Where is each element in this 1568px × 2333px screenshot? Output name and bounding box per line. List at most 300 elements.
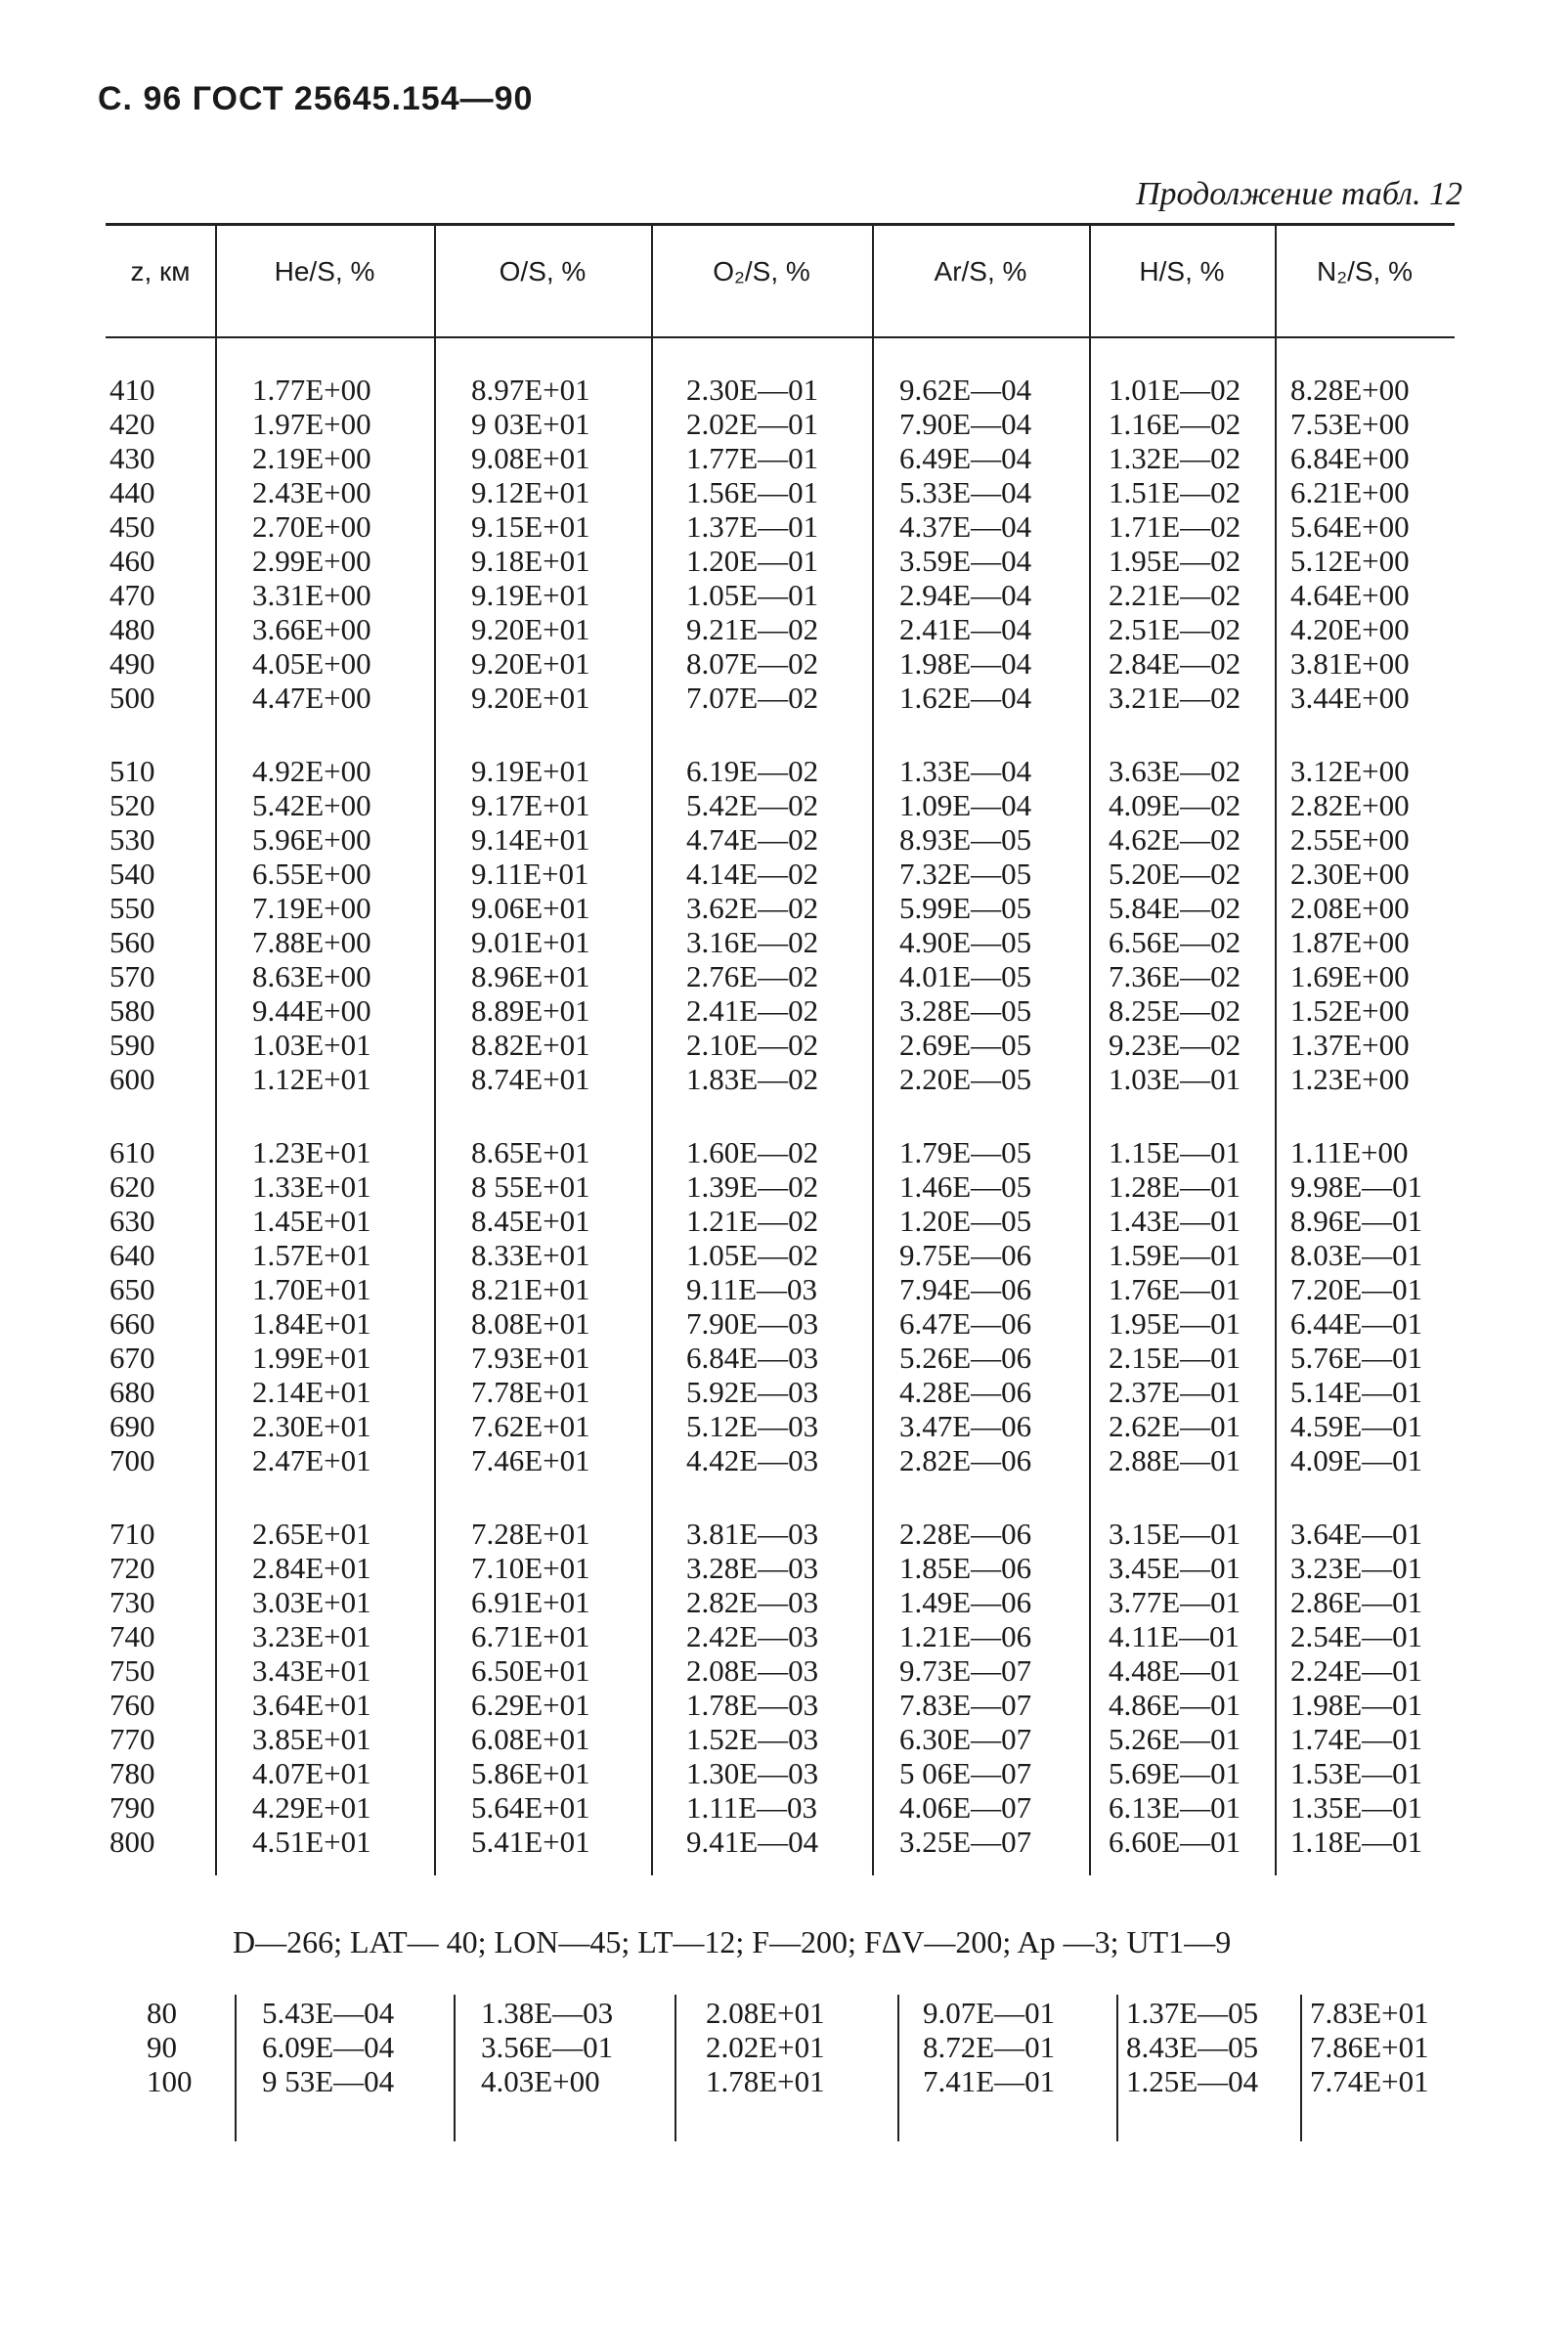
table-cell: 1.05E—01 bbox=[686, 578, 819, 612]
table-cell: 1.23E+01 bbox=[252, 1135, 371, 1169]
table-cell: 8.72E—01 bbox=[923, 2030, 1056, 2064]
table-continuation-label: Продолжение табл. 12 bbox=[1135, 176, 1462, 212]
table-cell: 4.01E—05 bbox=[899, 959, 1032, 993]
table-row bbox=[0, 960, 1568, 993]
table-cell: 6.44E—01 bbox=[1290, 1306, 1423, 1341]
table-cell: 8.96E+01 bbox=[471, 959, 590, 993]
table-cell: 8.89E+01 bbox=[471, 993, 590, 1028]
table-cell: 610 bbox=[109, 1135, 155, 1169]
table-cell: 8.74E+01 bbox=[471, 1062, 590, 1096]
table-row bbox=[0, 1342, 1568, 1375]
table-cell: 620 bbox=[109, 1169, 155, 1204]
table-cell: 1.59E—01 bbox=[1109, 1238, 1241, 1272]
table-cell: 2.08E+01 bbox=[706, 1996, 825, 2030]
table-cell: 3.44E+00 bbox=[1290, 681, 1410, 715]
table-cell: 6.71E+01 bbox=[471, 1619, 590, 1653]
table-cell: 8.82E+01 bbox=[471, 1028, 590, 1062]
table-cell: 1.74E—01 bbox=[1290, 1722, 1423, 1756]
table-cell: 650 bbox=[109, 1272, 155, 1306]
table-cell: 660 bbox=[109, 1306, 155, 1341]
table-cell: 1.98E—01 bbox=[1290, 1688, 1423, 1722]
table-cell: 2.88E—01 bbox=[1109, 1443, 1241, 1477]
table-cell: 1.99E+01 bbox=[252, 1341, 371, 1375]
table-row bbox=[0, 1410, 1568, 1443]
table-cell: 3.25E—07 bbox=[899, 1825, 1032, 1859]
table-row bbox=[0, 994, 1568, 1028]
table-cell: 1.28E—01 bbox=[1109, 1169, 1241, 1204]
table-cell: 1.23E+00 bbox=[1290, 1062, 1410, 1096]
table-cell: 2.84E—02 bbox=[1109, 646, 1241, 681]
table-cell: 3.77E—01 bbox=[1109, 1585, 1241, 1619]
table-cell: 4.09E—02 bbox=[1109, 788, 1241, 822]
table-row bbox=[0, 510, 1568, 544]
table-cell: 8.28E+00 bbox=[1290, 373, 1410, 407]
table-cell: 7.19E+00 bbox=[252, 891, 371, 925]
table-cell: 3.43E+01 bbox=[252, 1653, 371, 1688]
table-cell: 2.82E+00 bbox=[1290, 788, 1410, 822]
table-cell: 5.84E—02 bbox=[1109, 891, 1241, 925]
table-cell: 9.14E+01 bbox=[471, 822, 590, 857]
table-cell: 2.54E—01 bbox=[1290, 1619, 1423, 1653]
table-cell: 9.08E+01 bbox=[471, 441, 590, 475]
table-cell: 630 bbox=[109, 1204, 155, 1238]
column-header-o2: O₂/S, % bbox=[713, 256, 810, 286]
table-cell: 1.30E—03 bbox=[686, 1756, 819, 1790]
table-cell: 9.07E—01 bbox=[923, 1996, 1056, 2030]
table-cell: 8.65E+01 bbox=[471, 1135, 590, 1169]
table-cell: 4.90E—05 bbox=[899, 925, 1032, 959]
table-cell: 1.83E—02 bbox=[686, 1062, 819, 1096]
table-cell: 1.53E—01 bbox=[1290, 1756, 1423, 1790]
table-cell: 1.52E+00 bbox=[1290, 993, 1410, 1028]
table-row bbox=[0, 1518, 1568, 1551]
table-row bbox=[0, 408, 1568, 441]
table-cell: 3.28E—05 bbox=[899, 993, 1032, 1028]
table-cell: 8.07E—02 bbox=[686, 646, 819, 681]
table-cell: 690 bbox=[109, 1409, 155, 1443]
table-cell: 2.94E—04 bbox=[899, 578, 1032, 612]
table-row bbox=[0, 442, 1568, 475]
table-cell: 5.20E—02 bbox=[1109, 857, 1241, 891]
table-cell: 3.64E+01 bbox=[252, 1688, 371, 1722]
table-cell: 1.05E—02 bbox=[686, 1238, 819, 1272]
table-cell: 800 bbox=[109, 1825, 155, 1859]
table-cell: 4.51E+01 bbox=[252, 1825, 371, 1859]
table-cell: 2.82E—03 bbox=[686, 1585, 819, 1619]
table-cell: 3.23E+01 bbox=[252, 1619, 371, 1653]
table-cell: 590 bbox=[109, 1028, 155, 1062]
table-cell: 410 bbox=[109, 373, 155, 407]
table-cell: 480 bbox=[109, 612, 155, 646]
table-cell: 4.74E—02 bbox=[686, 822, 819, 857]
table-cell: 2.20E—05 bbox=[899, 1062, 1032, 1096]
table-cell: 9.41E—04 bbox=[686, 1825, 819, 1859]
table-cell: 1.77E+00 bbox=[252, 373, 371, 407]
table-cell: 5.12E+00 bbox=[1290, 544, 1410, 578]
table-row bbox=[0, 1826, 1568, 1859]
table-cell: 5.86E+01 bbox=[471, 1756, 590, 1790]
table-cell: 9.23E—02 bbox=[1109, 1028, 1241, 1062]
table-cell: 1.16E—02 bbox=[1109, 407, 1241, 441]
table-cell: 7.94E—06 bbox=[899, 1272, 1032, 1306]
table-cell: 8.43E—05 bbox=[1126, 2030, 1259, 2064]
table-cell: 450 bbox=[109, 509, 155, 544]
table-cell: 1.95E—01 bbox=[1109, 1306, 1241, 1341]
table-cell: 6.49E—04 bbox=[899, 441, 1032, 475]
conditions-line: D—266; LAT— 40; LON—45; LT—12; F—200; FΔV—200; Ap —3; UT1—9 bbox=[233, 1924, 1232, 1959]
table-cell: 6.13E—01 bbox=[1109, 1790, 1241, 1825]
table-cell: 1.33E—04 bbox=[899, 754, 1032, 788]
table-cell: 6.84E—03 bbox=[686, 1341, 819, 1375]
table-cell: 1.09E—04 bbox=[899, 788, 1032, 822]
table-cell: 9.12E+01 bbox=[471, 475, 590, 509]
table-cell: 2.41E—02 bbox=[686, 993, 819, 1028]
table-cell: 2.21E—02 bbox=[1109, 578, 1241, 612]
table-cell: 1.51E—02 bbox=[1109, 475, 1241, 509]
table-cell: 1.77E—01 bbox=[686, 441, 819, 475]
table-cell: 6.30E—07 bbox=[899, 1722, 1032, 1756]
table-cell: 4.59E—01 bbox=[1290, 1409, 1423, 1443]
table-cell: 9.11E+01 bbox=[471, 857, 589, 891]
table-cell: 9.20E+01 bbox=[471, 681, 590, 715]
table-row bbox=[0, 1307, 1568, 1341]
table-cell: 5.42E—02 bbox=[686, 788, 819, 822]
table-cell: 6.50E+01 bbox=[471, 1653, 590, 1688]
table-cell: 5.64E+00 bbox=[1290, 509, 1410, 544]
table-cell: 420 bbox=[109, 407, 155, 441]
table-cell: 3.56E—01 bbox=[481, 2030, 614, 2064]
table-cell: 4.14E—02 bbox=[686, 857, 819, 891]
table-cell: 3.59E—04 bbox=[899, 544, 1032, 578]
table-cell: 1.18E—01 bbox=[1290, 1825, 1423, 1859]
table-cell: 7.10E+01 bbox=[471, 1551, 590, 1585]
table-cell: 3.03E+01 bbox=[252, 1585, 371, 1619]
table-row bbox=[0, 1723, 1568, 1756]
table-row bbox=[0, 579, 1568, 612]
table-cell: 2.28E—06 bbox=[899, 1517, 1032, 1551]
table-cell: 2.76E—02 bbox=[686, 959, 819, 993]
table-cell: 4.11E—01 bbox=[1109, 1619, 1241, 1653]
table-cell: 6.21E+00 bbox=[1290, 475, 1410, 509]
table-row bbox=[0, 1063, 1568, 1096]
table-cell: 7.28E+01 bbox=[471, 1517, 590, 1551]
table-cell: 5.92E—03 bbox=[686, 1375, 819, 1409]
table-row bbox=[0, 1239, 1568, 1272]
table-row bbox=[0, 1170, 1568, 1204]
table-cell: 1.78E—03 bbox=[686, 1688, 819, 1722]
table-cell: 1.01E—02 bbox=[1109, 373, 1241, 407]
table-cell: 1.25E—04 bbox=[1126, 2064, 1259, 2098]
table-row bbox=[0, 1620, 1568, 1653]
table-cell: 3.15E—01 bbox=[1109, 1517, 1241, 1551]
table-cell: 1.39E—02 bbox=[686, 1169, 819, 1204]
table-row bbox=[0, 374, 1568, 407]
table-row bbox=[0, 647, 1568, 681]
table-row bbox=[0, 1997, 1568, 2030]
table-cell: 9.01E+01 bbox=[471, 925, 590, 959]
table-cell: 2.69E—05 bbox=[899, 1028, 1032, 1062]
table-cell: 3.16E—02 bbox=[686, 925, 819, 959]
table-row bbox=[0, 1136, 1568, 1169]
table-cell: 6.56E—02 bbox=[1109, 925, 1241, 959]
table-cell: 6.19E—02 bbox=[686, 754, 819, 788]
table-cell: 9.20E+01 bbox=[471, 612, 590, 646]
column-header-z: z, км bbox=[130, 256, 191, 286]
table-cell: 600 bbox=[109, 1062, 155, 1096]
table-cell: 9.73E—07 bbox=[899, 1653, 1032, 1688]
table-cell: 2.10E—02 bbox=[686, 1028, 819, 1062]
table-cell: 640 bbox=[109, 1238, 155, 1272]
table-cell: 1.95E—02 bbox=[1109, 544, 1241, 578]
table-row bbox=[0, 1376, 1568, 1409]
table-cell: 7.46E+01 bbox=[471, 1443, 590, 1477]
table-cell: 3.85E+01 bbox=[252, 1722, 371, 1756]
table-cell: 8.33E+01 bbox=[471, 1238, 590, 1272]
table-row bbox=[0, 1205, 1568, 1238]
table-cell: 2.30E+01 bbox=[252, 1409, 371, 1443]
column-header-he: He/S, % bbox=[274, 256, 375, 286]
table-cell: 440 bbox=[109, 475, 155, 509]
table-cell: 90 bbox=[147, 2030, 177, 2064]
table-row bbox=[0, 545, 1568, 578]
table-cell: 9.20E+01 bbox=[471, 646, 590, 681]
table-cell: 2.42E—03 bbox=[686, 1619, 819, 1653]
table-cell: 4.07E+01 bbox=[252, 1756, 371, 1790]
table-cell: 2.02E—01 bbox=[686, 407, 819, 441]
table-cell: 1.84E+01 bbox=[252, 1306, 371, 1341]
table-row bbox=[0, 1757, 1568, 1790]
table-cell: 9 03E+01 bbox=[471, 407, 590, 441]
column-header-ar: Ar/S, % bbox=[934, 256, 1027, 286]
table-cell: 2.02E+01 bbox=[706, 2030, 825, 2064]
table-row bbox=[0, 1791, 1568, 1825]
table-cell: 3.63E—02 bbox=[1109, 754, 1241, 788]
table-cell: 5.76E—01 bbox=[1290, 1341, 1423, 1375]
table-cell: 1.78E+01 bbox=[706, 2064, 825, 2098]
table-cell: 770 bbox=[109, 1722, 155, 1756]
table-cell: 4.37E—04 bbox=[899, 509, 1032, 544]
table-row bbox=[0, 1654, 1568, 1688]
table-cell: 1.35E—01 bbox=[1290, 1790, 1423, 1825]
table-cell: 3.23E—01 bbox=[1290, 1551, 1423, 1585]
table-cell: 7.07E—02 bbox=[686, 681, 819, 715]
table-cell: 8.08E+01 bbox=[471, 1306, 590, 1341]
table-cell: 2.41E—04 bbox=[899, 612, 1032, 646]
table-cell: 2.37E—01 bbox=[1109, 1375, 1241, 1409]
table-row bbox=[0, 789, 1568, 822]
table-cell: 1.37E—05 bbox=[1126, 1996, 1259, 2030]
table-cell: 5.26E—01 bbox=[1109, 1722, 1241, 1756]
table-cell: 1.38E—03 bbox=[481, 1996, 614, 2030]
table-row bbox=[0, 2065, 1568, 2098]
table-cell: 5.26E—06 bbox=[899, 1341, 1032, 1375]
table-cell: 2.24E—01 bbox=[1290, 1653, 1423, 1688]
table-cell: 9.17E+01 bbox=[471, 788, 590, 822]
table-cell: 490 bbox=[109, 646, 155, 681]
table-cell: 2.43E+00 bbox=[252, 475, 371, 509]
table-cell: 750 bbox=[109, 1653, 155, 1688]
table-cell: 700 bbox=[109, 1443, 155, 1477]
table-cell: 8.45E+01 bbox=[471, 1204, 590, 1238]
table-cell: 1.45E+01 bbox=[252, 1204, 371, 1238]
table-cell: 9.06E+01 bbox=[471, 891, 590, 925]
table-cell: 7.83E+01 bbox=[1310, 1996, 1429, 2030]
table-cell: 5 06E—07 bbox=[899, 1756, 1032, 1790]
table-cell: 9.98E—01 bbox=[1290, 1169, 1423, 1204]
table-cell: 9.62E—04 bbox=[899, 373, 1032, 407]
table-cell: 4.42E—03 bbox=[686, 1443, 819, 1477]
table-row bbox=[0, 476, 1568, 509]
table-cell: 3.21E—02 bbox=[1109, 681, 1241, 715]
table-cell: 470 bbox=[109, 578, 155, 612]
table-cell: 3.28E—03 bbox=[686, 1551, 819, 1585]
table-cell: 4.05E+00 bbox=[252, 646, 371, 681]
table-cell: 1.43E—01 bbox=[1109, 1204, 1241, 1238]
table-cell: 710 bbox=[109, 1517, 155, 1551]
table-cell: 6.84E+00 bbox=[1290, 441, 1410, 475]
table-cell: 1.76E—01 bbox=[1109, 1272, 1241, 1306]
table-cell: 1.32E—02 bbox=[1109, 441, 1241, 475]
table-cell: 6.60E—01 bbox=[1109, 1825, 1241, 1859]
table-cell: 1.03E+01 bbox=[252, 1028, 371, 1062]
table-cell: 510 bbox=[109, 754, 155, 788]
table-cell: 2.30E—01 bbox=[686, 373, 819, 407]
table-cell: 5.96E+00 bbox=[252, 822, 371, 857]
table-cell: 5.69E—01 bbox=[1109, 1756, 1241, 1790]
table-cell: 9.18E+01 bbox=[471, 544, 590, 578]
table-cell: 1.20E—05 bbox=[899, 1204, 1032, 1238]
table-cell: 3.62E—02 bbox=[686, 891, 819, 925]
table-cell: 760 bbox=[109, 1688, 155, 1722]
table-row bbox=[0, 2031, 1568, 2064]
table-cell: 4.92E+00 bbox=[252, 754, 371, 788]
table-cell: 5.43E—04 bbox=[262, 1996, 395, 2030]
table-cell: 5.12E—03 bbox=[686, 1409, 819, 1443]
table-cell: 1.21E—06 bbox=[899, 1619, 1032, 1653]
table-cell: 1.98E—04 bbox=[899, 646, 1032, 681]
table-cell: 7.90E—03 bbox=[686, 1306, 819, 1341]
table-cell: 8.93E—05 bbox=[899, 822, 1032, 857]
table-cell: 4.06E—07 bbox=[899, 1790, 1032, 1825]
table-cell: 5.14E—01 bbox=[1290, 1375, 1423, 1409]
table-row bbox=[0, 823, 1568, 857]
table-cell: 5.42E+00 bbox=[252, 788, 371, 822]
table-cell: 7.41E—01 bbox=[923, 2064, 1056, 2098]
table-cell: 1.11E—03 bbox=[686, 1790, 818, 1825]
table-cell: 1.62E—04 bbox=[899, 681, 1032, 715]
table-cell: 3.81E+00 bbox=[1290, 646, 1410, 681]
table-cell: 9.19E+01 bbox=[471, 754, 590, 788]
table-cell: 8.03E—01 bbox=[1290, 1238, 1423, 1272]
page-header: С. 96 ГОСТ 25645.154—90 bbox=[98, 80, 534, 117]
table-cell: 8.97E+01 bbox=[471, 373, 590, 407]
table-cell: 1.37E—01 bbox=[686, 509, 819, 544]
table-cell: 4.64E+00 bbox=[1290, 578, 1410, 612]
table-row bbox=[0, 858, 1568, 891]
table-cell: 720 bbox=[109, 1551, 155, 1585]
table-cell: 1.69E+00 bbox=[1290, 959, 1410, 993]
table-cell: 8 55E+01 bbox=[471, 1169, 590, 1204]
table-row bbox=[0, 613, 1568, 646]
table-cell: 1.46E—05 bbox=[899, 1169, 1032, 1204]
table-cell: 6.29E+01 bbox=[471, 1688, 590, 1722]
table-cell: 780 bbox=[109, 1756, 155, 1790]
table-cell: 1.15E—01 bbox=[1109, 1135, 1241, 1169]
table-cell: 4.28E—06 bbox=[899, 1375, 1032, 1409]
table-cell: 4.47E+00 bbox=[252, 681, 371, 715]
column-header-n2: N₂/S, % bbox=[1317, 256, 1413, 286]
table-cell: 3.47E—06 bbox=[899, 1409, 1032, 1443]
table-cell: 3.64E—01 bbox=[1290, 1517, 1423, 1551]
table-row bbox=[0, 682, 1568, 715]
table-cell: 7.83E—07 bbox=[899, 1688, 1032, 1722]
table-cell: 1.20E—01 bbox=[686, 544, 819, 578]
column-header-o: O/S, % bbox=[499, 256, 587, 286]
table-cell: 1.87E+00 bbox=[1290, 925, 1410, 959]
table-row bbox=[0, 1586, 1568, 1619]
table-cell: 6.47E—06 bbox=[899, 1306, 1032, 1341]
table-cell: 1.57E+01 bbox=[252, 1238, 371, 1272]
table-cell: 100 bbox=[147, 2064, 193, 2098]
table-cell: 2.19E+00 bbox=[252, 441, 371, 475]
table-cell: 7.62E+01 bbox=[471, 1409, 590, 1443]
table-cell: 790 bbox=[109, 1790, 155, 1825]
table-cell: 6.09E—04 bbox=[262, 2030, 395, 2064]
table-cell: 540 bbox=[109, 857, 155, 891]
table-cell: 2.51E—02 bbox=[1109, 612, 1241, 646]
table-cell: 8.63E+00 bbox=[252, 959, 371, 993]
table-cell: 730 bbox=[109, 1585, 155, 1619]
table-cell: 3.66E+00 bbox=[252, 612, 371, 646]
table-cell: 1.12E+01 bbox=[252, 1062, 371, 1096]
table-cell: 550 bbox=[109, 891, 155, 925]
table-row bbox=[0, 892, 1568, 925]
table-cell: 7.93E+01 bbox=[471, 1341, 590, 1375]
table-cell: 4.48E—01 bbox=[1109, 1653, 1241, 1688]
table-row bbox=[0, 1689, 1568, 1722]
table-cell: 5.64E+01 bbox=[471, 1790, 590, 1825]
table-cell: 80 bbox=[147, 1996, 177, 2030]
table-cell: 2.82E—06 bbox=[899, 1443, 1032, 1477]
table-cell: 3.81E—03 bbox=[686, 1517, 819, 1551]
table-cell: 1.49E—06 bbox=[899, 1585, 1032, 1619]
table-row bbox=[0, 1273, 1568, 1306]
table-cell: 2.86E—01 bbox=[1290, 1585, 1423, 1619]
table-cell: 2.70E+00 bbox=[252, 509, 371, 544]
table-cell: 680 bbox=[109, 1375, 155, 1409]
table-cell: 9.21E—02 bbox=[686, 612, 819, 646]
table-top-rule bbox=[106, 223, 1455, 226]
table-cell: 6.08E+01 bbox=[471, 1722, 590, 1756]
table-cell: 2.55E+00 bbox=[1290, 822, 1410, 857]
table-cell: 7.88E+00 bbox=[252, 925, 371, 959]
table-cell: 1.11E+00 bbox=[1290, 1135, 1409, 1169]
table-cell: 1.79E—05 bbox=[899, 1135, 1032, 1169]
table-cell: 8.21E+01 bbox=[471, 1272, 590, 1306]
table-cell: 2.30E+00 bbox=[1290, 857, 1410, 891]
table-cell: 1.37E+00 bbox=[1290, 1028, 1410, 1062]
table-cell: 580 bbox=[109, 993, 155, 1028]
table-cell: 2.08E+00 bbox=[1290, 891, 1410, 925]
table-cell: 4.62E—02 bbox=[1109, 822, 1241, 857]
table-cell: 1.70E+01 bbox=[252, 1272, 371, 1306]
table-cell: 6.91E+01 bbox=[471, 1585, 590, 1619]
table-cell: 1.60E—02 bbox=[686, 1135, 819, 1169]
table-cell: 9.44E+00 bbox=[252, 993, 371, 1028]
table-cell: 7.86E+01 bbox=[1310, 2030, 1429, 2064]
table-cell: 4.09E—01 bbox=[1290, 1443, 1423, 1477]
table-cell: 1.85E—06 bbox=[899, 1551, 1032, 1585]
